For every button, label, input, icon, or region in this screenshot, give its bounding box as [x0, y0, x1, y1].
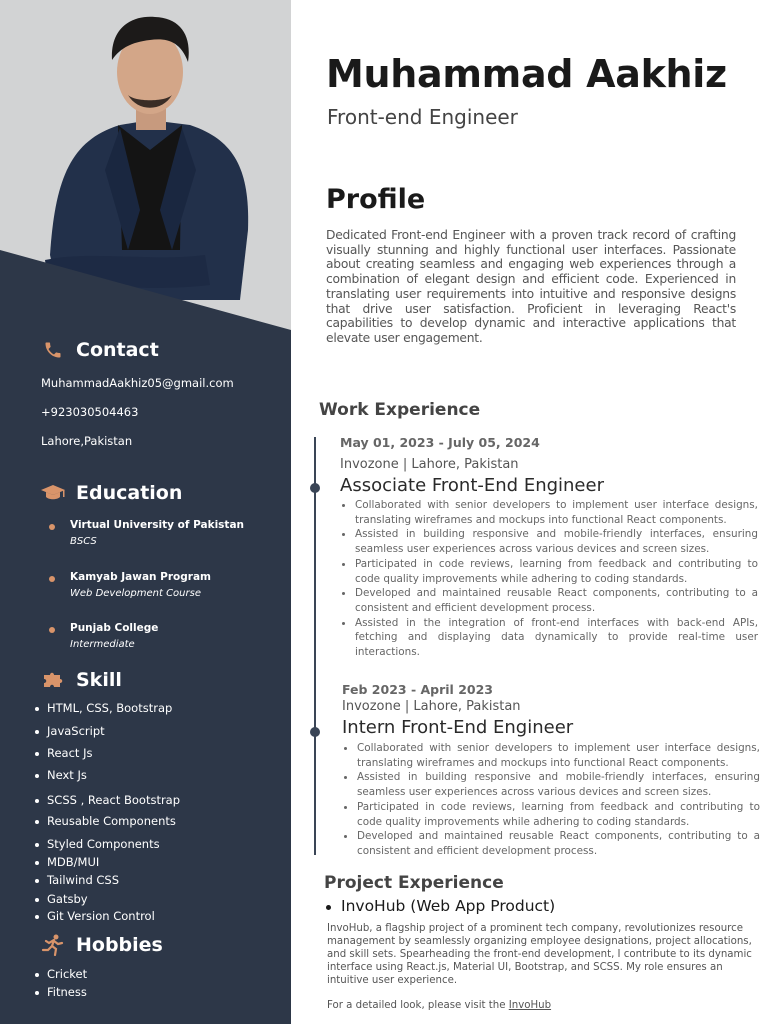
education-title: Education: [76, 482, 183, 504]
job-title: Intern Front-End Engineer: [342, 717, 574, 738]
contact-location: Lahore,Pakistan: [41, 434, 133, 448]
project-link-prefix: For a detailed look, please visit the: [327, 1000, 506, 1011]
project-link[interactable]: InvoHub: [508, 1000, 552, 1011]
job-bullets: [342, 741, 760, 859]
timeline-dot: [310, 727, 320, 737]
job-bullets: [340, 498, 758, 660]
skill-item: Tailwind CSS: [47, 873, 120, 887]
contact-heading: [40, 339, 159, 361]
skill-item: React Js: [47, 746, 93, 760]
work-experience-title: Work Experience: [319, 400, 481, 420]
job-title: Associate Front-End Engineer: [340, 475, 604, 496]
contact-title: Contact: [76, 339, 159, 361]
graduation-cap-icon: [40, 482, 66, 504]
bullet-dot: [49, 524, 55, 530]
profile-photo-illustration: [0, 0, 291, 330]
skill-item: Reusable Components: [47, 814, 176, 828]
hobbies-heading: [40, 934, 163, 956]
running-person-icon: [40, 934, 66, 956]
contact-phone[interactable]: +923030504463: [41, 405, 139, 419]
timeline-dot: [310, 483, 320, 493]
job-bullet: Participated in code reviews, learning from feedback and contributing to code quality improvements while adhering to coding standards.: [342, 800, 760, 829]
candidate-name: Muhammad Aakhiz: [326, 52, 727, 96]
bullet-dot: [49, 576, 55, 582]
skill-item: Git Version Control: [47, 909, 155, 923]
timeline-line: [314, 437, 316, 855]
skill-item: MDB/MUI: [47, 855, 100, 869]
education-heading: [40, 482, 182, 504]
contact-email[interactable]: MuhammadAakhiz05@gmail.com: [41, 376, 234, 390]
education-school: Virtual University of Pakistan: [70, 519, 245, 531]
job-bullet: Assisted in building responsive and mobile-friendly interfaces, ensuring seamless user experiences across various devices and screen sizes.: [340, 527, 758, 556]
puzzle-icon: [40, 669, 66, 691]
education-degree: BSCS: [70, 536, 97, 547]
skill-item: Styled Components: [47, 837, 160, 851]
profile-title: Profile: [326, 184, 426, 215]
education-degree: Web Development Course: [70, 588, 201, 599]
skill-item: HTML, CSS, Bootstrap: [47, 701, 173, 715]
skill-item: JavaScript: [47, 724, 105, 738]
job-bullet: Collaborated with senior developers to implement user interface designs, translating wireframes and mockups into functional React components.: [340, 498, 758, 527]
project-link-line: [327, 1000, 551, 1011]
profile-text: Dedicated Front-end Engineer with a proven track record of crafting visually stunning and highly functional user interfaces. Passionate about creating seamless and engaging web experiences through a combination of elegant design and efficient code. Experienced in translating user requirements into intuitive and responsive designs that drive user satisfaction. Proficient in leveraging React's capabilities to develop dynamic and interactive applications that elevate user engagement.: [326, 228, 736, 345]
job-bullet: Collaborated with senior developers to implement user interface designs, translating wireframes and mockups into functional React components.: [342, 741, 760, 770]
job-bullet: Assisted in building responsive and mobile-friendly interfaces, ensuring seamless user experiences across various devices and screen sizes.: [342, 770, 760, 799]
project-experience-title: Project Experience: [324, 873, 504, 893]
job-date: Feb 2023 - April 2023: [342, 682, 493, 697]
candidate-role: Front-end Engineer: [327, 105, 518, 129]
job-company: Invozone | Lahore, Pakistan: [340, 457, 519, 472]
project-name: InvoHub (Web App Product): [341, 897, 556, 915]
education-school: Punjab College: [70, 622, 159, 634]
project-description: InvoHub, a flagship project of a prominent tech company, revolutionizes resource management by seamlessly organizing employee designations, project allocations, and skill sets. Spearheading the front-end development, I contribute to its dynamic interface using React.js, Material UI, Bootstrap, and SCSS. My role ensures an intuitive user experience.: [327, 923, 752, 986]
hobbies-title: Hobbies: [76, 934, 163, 956]
job-company: Invozone | Lahore, Pakistan: [342, 699, 521, 714]
sidebar: [0, 0, 291, 1024]
skill-title: Skill: [76, 669, 122, 691]
skill-heading: [40, 669, 122, 691]
job-bullet: Developed and maintained reusable React components, contributing to a consistent and efficient development process.: [342, 829, 760, 858]
phone-icon: [40, 339, 66, 361]
skill-item: Next Js: [47, 768, 87, 782]
education-degree: Intermediate: [70, 639, 135, 650]
bullet-dot: [49, 627, 55, 633]
job-bullet: Assisted in the integration of front-end interfaces with back-end APIs, fetching and displaying data dynamically to provide real-time user interactions.: [340, 616, 758, 660]
job-bullet: Developed and maintained reusable React components, contributing to a consistent and efficient development process.: [340, 586, 758, 615]
hobby-item: Cricket: [47, 967, 88, 981]
hobby-item: Fitness: [47, 985, 87, 999]
education-school: Kamyab Jawan Program: [70, 571, 211, 583]
bullet-dot: [326, 905, 331, 910]
profile-photo: [0, 0, 291, 330]
job-bullet: Participated in code reviews, learning from feedback and contributing to code quality improvements while adhering to coding standards.: [340, 557, 758, 586]
skill-item: SCSS , React Bootstrap: [47, 793, 181, 807]
job-date: May 01, 2023 - July 05, 2024: [340, 435, 540, 450]
skill-item: Gatsby: [47, 892, 88, 906]
